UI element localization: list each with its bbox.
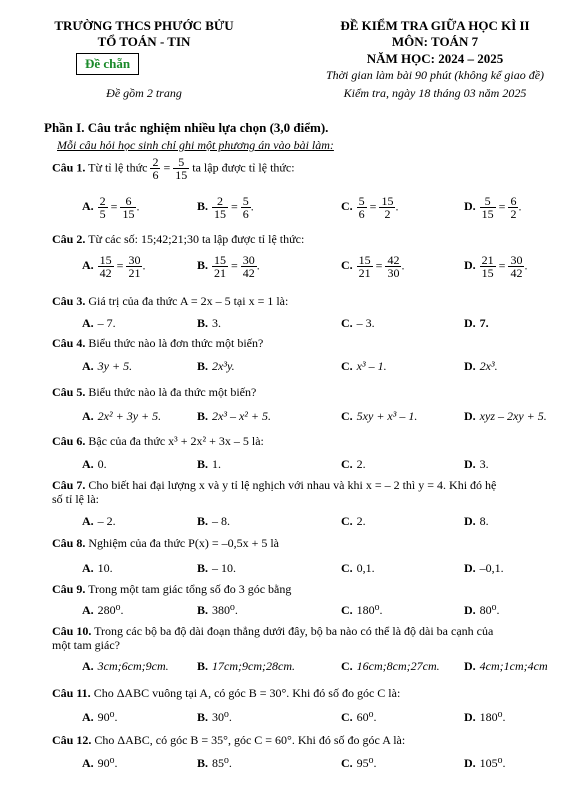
q4-option-c[interactable]: C. x³ – 1. (341, 359, 387, 373)
exam-title: ĐỀ KIỂM TRA GIỮA HỌC KÌ II (340, 18, 530, 33)
page-count: Đề gồm 2 trang (106, 86, 182, 100)
q1-option-d[interactable]: D. $\frac{5}{15}$ = $\frac{6}{2}$ . (464, 194, 522, 221)
question-label: Câu 7. (52, 478, 86, 492)
question-2 (52, 232, 552, 246)
variant-badge: Đề chẵn (76, 53, 139, 75)
school-name: TRƯỜNG THCS PHƯỚC BỬU (54, 18, 234, 33)
q2-option-a[interactable]: A. $\frac{15}{42}$ = $\frac{30}{21}$ . (82, 253, 146, 280)
q3-option-b[interactable]: B. 3. (197, 316, 222, 330)
q11-option-c[interactable]: C. 60⁰. (341, 710, 377, 724)
q11-option-a[interactable]: A. 90⁰. (82, 710, 118, 724)
part1-title: Phần I. Câu trắc nghiệm nhiều lựa chọn (3,0 điểm). (44, 120, 329, 135)
question-text: số tỉ lệ là: (52, 492, 99, 506)
question-label: Câu 11. (52, 686, 91, 700)
question-text: Nghiệm của đa thức P(x) = –0,5x + 5 là (88, 536, 280, 550)
q5-option-a[interactable]: A. 2x² + 3y + 5. (82, 409, 162, 423)
question-8 (52, 536, 552, 550)
question-label: Câu 8. (52, 536, 86, 550)
q9-option-b[interactable]: B. 380⁰. (197, 603, 238, 617)
question-text: Biểu thức nào là đa thức một biến? (88, 385, 257, 399)
question-text: Cho biết hai đại lượng x và y tỉ lệ nghịch với nhau và khi x = – 2 thì y = 4. Khi đó hệ (88, 478, 497, 492)
q2-option-b[interactable]: B. $\frac{15}{21}$ = $\frac{30}{42}$ . (197, 253, 260, 280)
question-label: Câu 6. (52, 434, 86, 448)
question-5 (52, 385, 552, 399)
q8-option-c[interactable]: C. 0,1. (341, 561, 375, 575)
q2-option-d[interactable]: D. $\frac{21}{15}$ = $\frac{30}{42}$ . (464, 253, 528, 280)
q10-option-c[interactable]: C. 16cm;8cm;27cm. (341, 659, 440, 673)
q3-option-c[interactable]: C. – 3. (341, 316, 375, 330)
question-label: Câu 2. (52, 232, 86, 246)
question-12 (52, 733, 552, 747)
question-label: Câu 3. (52, 294, 86, 308)
q10-option-d[interactable]: D. 4cm;1cm;4cm (464, 659, 548, 673)
question-text: Biểu thức nào là đơn thức một biến? (88, 336, 264, 350)
q1-option-c[interactable]: C. $\frac{5}{6}$ = $\frac{15}{2}$ . (341, 194, 399, 221)
question-label: Câu 9. (52, 582, 86, 596)
q3-option-a[interactable]: A. – 7. (82, 316, 116, 330)
q11-option-b[interactable]: B. 30⁰. (197, 710, 232, 724)
q2-option-c[interactable]: C. $\frac{15}{21}$ = $\frac{42}{30}$ . (341, 253, 405, 280)
q4-option-b[interactable]: B. 2x³y. (197, 359, 235, 373)
question-text: Giá trị của đa thức A = 2x – 5 tại x = 1 là: (88, 294, 289, 308)
question-7 (52, 478, 552, 506)
question-1: Câu 1. Từ tỉ lệ thức $\frac{2}{6}$ = $\frac{5}{15}$ ta lập được tỉ lệ thức: (52, 155, 295, 182)
question-text: Từ tỉ lệ thức (88, 160, 148, 175)
question-text: Cho ΔABC vuông tại A, có góc B = 30°. Khi đó số đo góc C là: (93, 686, 401, 700)
q9-option-c[interactable]: C. 180⁰. (341, 603, 383, 617)
exam-date: Kiểm tra, ngày 18 tháng 03 năm 2025 (343, 86, 527, 100)
question-11 (52, 686, 552, 700)
question-6 (52, 434, 552, 448)
q9-option-a[interactable]: A. 280⁰. (82, 603, 124, 617)
q6-option-c[interactable]: C. 2. (341, 457, 366, 471)
q5-option-c[interactable]: C. 5xy + x³ – 1. (341, 409, 418, 423)
question-label: Câu 1. (52, 160, 86, 175)
q6-option-d[interactable]: D. 3. (464, 457, 489, 471)
question-text: một tam giác? (52, 638, 120, 652)
q12-option-b[interactable]: B. 85⁰. (197, 756, 232, 770)
question-text: Cho ΔABC, có góc B = 35°, góc C = 60°. Khi đó số đo góc A là: (94, 733, 406, 747)
question-3 (52, 294, 552, 308)
q7-option-d[interactable]: D. 8. (464, 514, 489, 528)
q1-option-a[interactable]: A. $\frac{2}{5}$ = $\frac{6}{15}$ . (82, 194, 140, 221)
subject: MÔN: TOÁN 7 (391, 34, 479, 49)
question-text: Từ các số: 15;42;21;30 ta lập được tỉ lệ thức: (88, 232, 305, 246)
q6-option-a[interactable]: A. 0. (82, 457, 107, 471)
question-9 (52, 582, 552, 596)
q6-option-b[interactable]: B. 1. (197, 457, 222, 471)
q12-option-a[interactable]: A. 90⁰. (82, 756, 118, 770)
question-text: Trong một tam giác tổng số đo 3 góc bằng (88, 582, 292, 596)
question-4 (52, 336, 552, 350)
question-text: Bậc của đa thức x³ + 2x² + 3x – 5 là: (88, 434, 264, 448)
q9-option-d[interactable]: D. 80⁰. (464, 603, 500, 617)
question-text: ta lập được tỉ lệ thức: (192, 160, 295, 175)
question-label: Câu 12. (52, 733, 92, 747)
question-text: Trong các bộ ba độ dài đoạn thẳng dưới đây, bộ ba nào có thể là độ dài ba cạnh của (94, 624, 494, 638)
q3-option-d[interactable]: D. 7. (464, 316, 489, 330)
q8-option-d[interactable]: D. –0,1. (464, 561, 504, 575)
question-label: Câu 10. (52, 624, 92, 638)
q8-option-a[interactable]: A. 10. (82, 561, 113, 575)
q7-option-b[interactable]: B. – 8. (197, 514, 231, 528)
exam-duration: Thời gian làm bài 90 phút (không kể giao đề) (325, 68, 545, 82)
fraction: $\frac{2}{6}$ (152, 155, 159, 182)
question-10 (52, 624, 552, 652)
q8-option-b[interactable]: B. – 10. (197, 561, 237, 575)
q11-option-d[interactable]: D. 180⁰. (464, 710, 506, 724)
q12-option-c[interactable]: C. 95⁰. (341, 756, 377, 770)
q10-option-b[interactable]: B. 17cm;9cm;28cm. (197, 659, 295, 673)
q7-option-a[interactable]: A. – 2. (82, 514, 116, 528)
question-label: Câu 4. (52, 336, 86, 350)
fraction: $\frac{5}{15}$ (175, 155, 188, 182)
q4-option-d[interactable]: D. 2x³. (464, 359, 498, 373)
question-label: Câu 5. (52, 385, 86, 399)
q12-option-d[interactable]: D. 105⁰. (464, 756, 506, 770)
department: TỔ TOÁN - TIN (97, 34, 191, 49)
part1-instruction: Mỗi câu hỏi học sinh chỉ ghi một phương án vào bài làm: (57, 138, 334, 152)
q5-option-d[interactable]: D. xyz – 2xy + 5. (464, 409, 547, 423)
q4-option-a[interactable]: A. 3y + 5. (82, 359, 133, 373)
q7-option-c[interactable]: C. 2. (341, 514, 366, 528)
q1-option-b[interactable]: B. $\frac{2}{15}$ = $\frac{5}{6}$ . (197, 194, 254, 221)
school-year: NĂM HỌC: 2024 – 2025 (366, 51, 504, 66)
q10-option-a[interactable]: A. 3cm;6cm;9cm. (82, 659, 169, 673)
q5-option-b[interactable]: B. 2x³ – x² + 5. (197, 409, 271, 423)
